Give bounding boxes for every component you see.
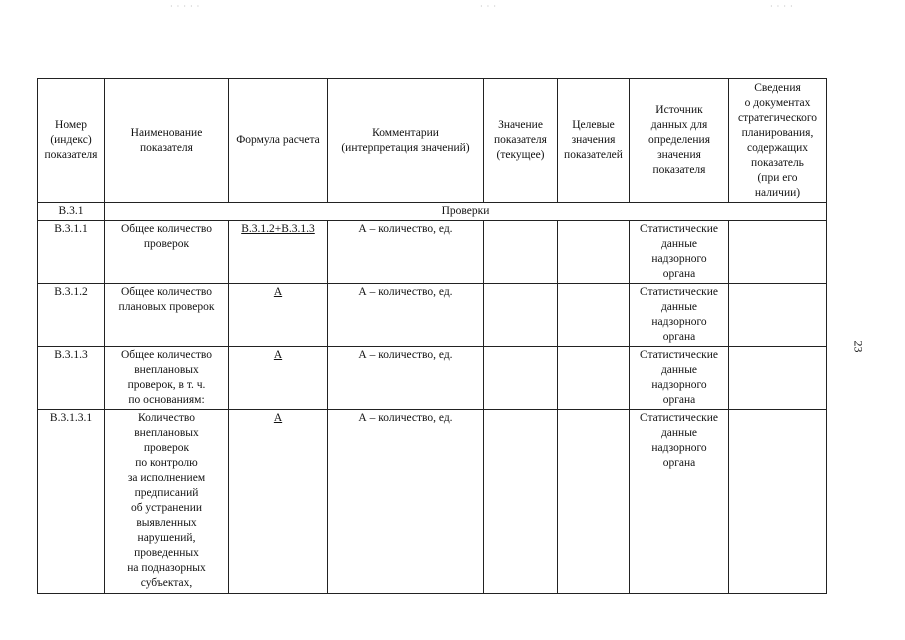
header-target-values: Целевые значения показателей	[558, 79, 630, 203]
row-name: Общее количество плановых проверок	[105, 284, 229, 347]
row-number: В.3.1.3	[38, 347, 105, 410]
scan-speck: · · · ·	[770, 2, 794, 11]
header-current-value: Значение показателя (текущее)	[484, 79, 558, 203]
row-comment: А – количество, ед.	[328, 347, 484, 410]
scan-speck: · · ·	[480, 2, 497, 11]
row-source: Статистические данные надзорного органа	[630, 410, 729, 594]
row-target-values	[558, 284, 630, 347]
row-source: Статистические данные надзорного органа	[630, 221, 729, 284]
row-source: Статистические данные надзорного органа	[630, 284, 729, 347]
row-name: Общее количество внеплановых проверок, в т. ч. по основаниям:	[105, 347, 229, 410]
header-formula: Формула расчета	[229, 79, 328, 203]
row-number: В.3.1.2	[38, 284, 105, 347]
row-name: Количество внеплановых проверок по контролю за исполнением предписаний об устранении выявленных нарушений, проведенных на подназорных субъектах,	[105, 410, 229, 594]
row-current-value	[484, 347, 558, 410]
row-comment: А – количество, ед.	[328, 410, 484, 594]
section-row	[38, 203, 827, 221]
row-target-values	[558, 410, 630, 594]
header-name: Наименование показателя	[105, 79, 229, 203]
row-name: Общее количество проверок	[105, 221, 229, 284]
row-comment: А – количество, ед.	[328, 284, 484, 347]
table-row	[38, 221, 827, 284]
header-comments: Комментарии (интерпретация значений)	[328, 79, 484, 203]
table-row	[38, 347, 827, 410]
row-strategic-docs	[729, 284, 827, 347]
row-formula: А	[229, 284, 328, 347]
header-strategic-docs: Сведения о документах стратегического планирования, содержащих показатель (при его наличии)	[729, 79, 827, 203]
row-number: В.3.1.1	[38, 221, 105, 284]
row-number: В.3.1.3.1	[38, 410, 105, 594]
section-title: Проверки	[105, 203, 827, 221]
section-number: В.3.1	[38, 203, 105, 221]
row-current-value	[484, 221, 558, 284]
row-formula: А	[229, 347, 328, 410]
row-strategic-docs	[729, 410, 827, 594]
header-row	[38, 79, 827, 203]
indicators-table	[37, 78, 827, 594]
table-row	[38, 284, 827, 347]
table-row	[38, 410, 827, 594]
row-formula: В.3.1.2+В.3.1.3	[229, 221, 328, 284]
row-strategic-docs	[729, 221, 827, 284]
page-number: 23	[851, 340, 866, 353]
row-source: Статистические данные надзорного органа	[630, 347, 729, 410]
row-current-value	[484, 284, 558, 347]
row-target-values	[558, 221, 630, 284]
row-formula: А	[229, 410, 328, 594]
header-number: Номер (индекс) показателя	[38, 79, 105, 203]
row-comment: А – количество, ед.	[328, 221, 484, 284]
row-strategic-docs	[729, 347, 827, 410]
scan-speck: · · · · ·	[170, 2, 201, 11]
row-current-value	[484, 410, 558, 594]
row-target-values	[558, 347, 630, 410]
header-source: Источник данных для определения значения показателя	[630, 79, 729, 203]
